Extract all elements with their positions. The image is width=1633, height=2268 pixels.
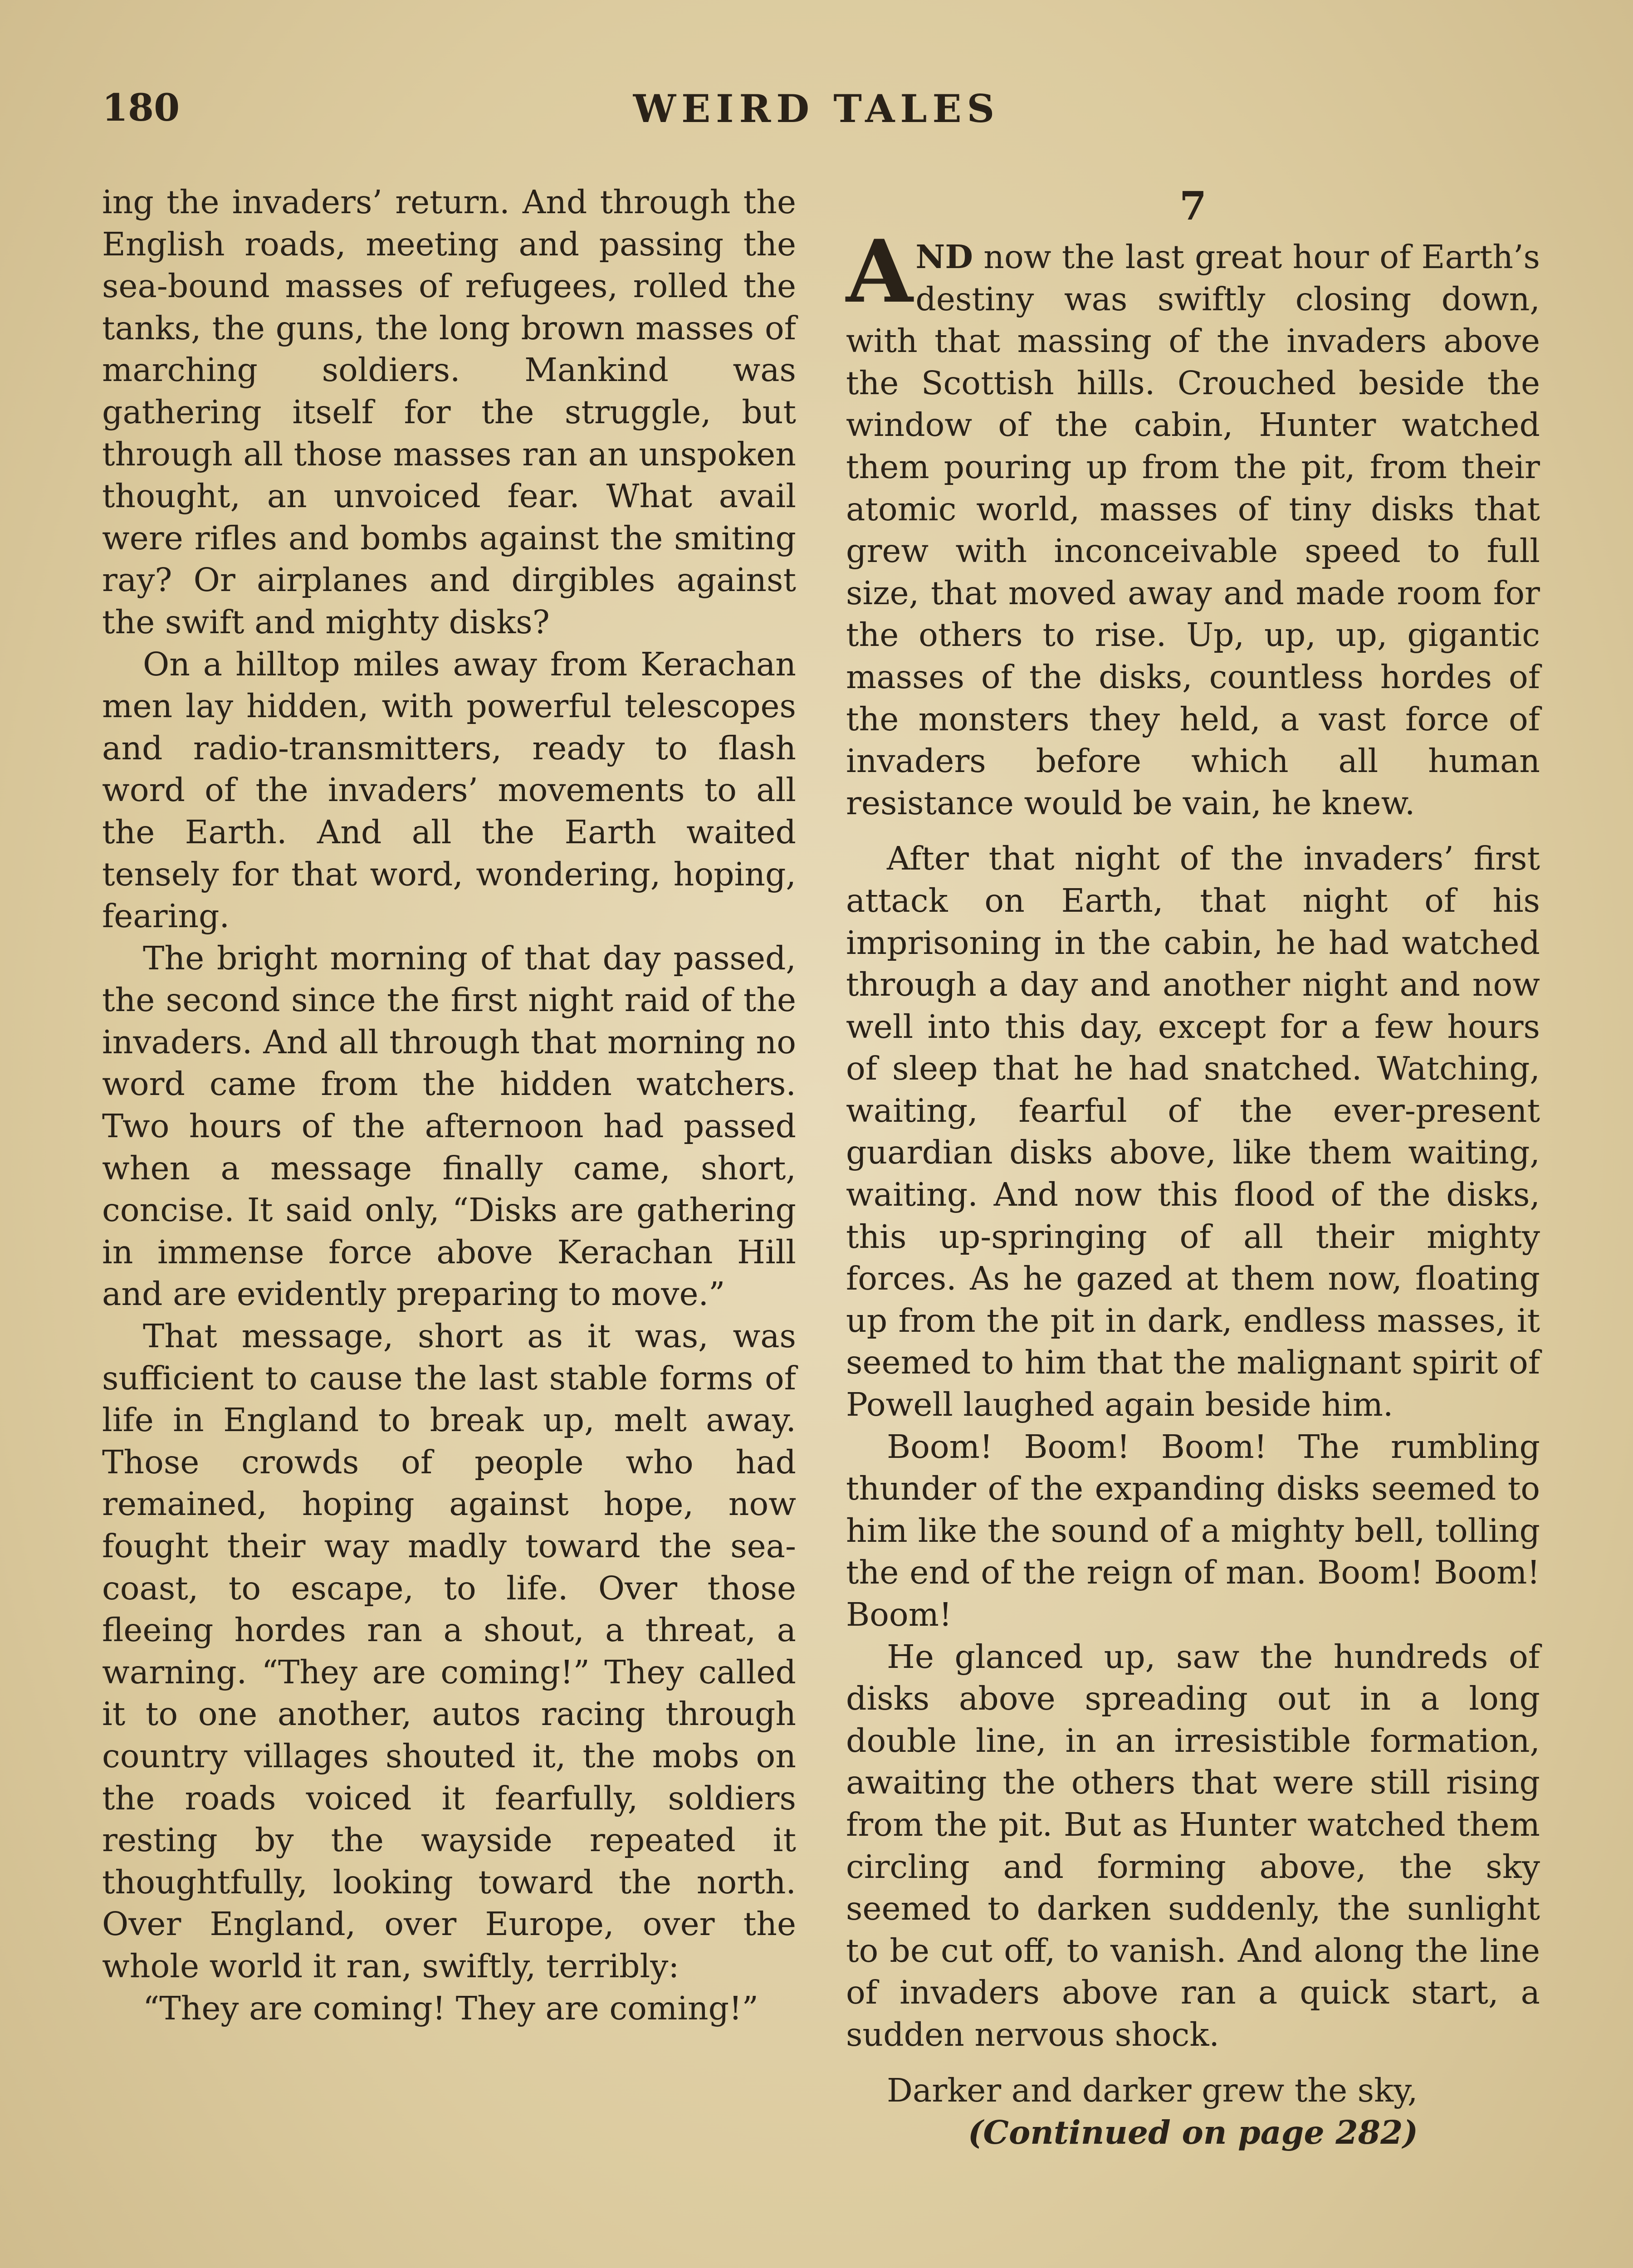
paragraph: “They are coming! They are coming!” — [143, 1989, 758, 2027]
paragraph: He glanced up, saw the hundreds of disks above spreading out in a long double line, in an irresistible formation, awaiting the others that were still rising from the pit. But as Hunter watched them circling and forming above, the sky seemed to darken suddenly, the sunlight to be cut off, to vanish. And along the line of invaders above ran a quick start, a sudden nervous shock. — [846, 1637, 1540, 2053]
continued-note: (Continued on page 282) — [968, 2113, 1418, 2152]
opening-text: now the last great hour of Earth’s destiny was swiftly closing down, with that massing of the invaders above the Scottish hills. Crouched beside the window of the cabin, Hunter watched them pouring up from the pit, from their atomic world, masses of tiny disks that grew with inconceivable speed to full size, that moved away and made room for the others to rise. Up, up, up, gigantic masses of the disks, countless hordes of the monsters they held, a vast force of invaders before which all human resistance would be vain, he knew. — [846, 238, 1540, 822]
right-column — [846, 181, 1540, 2154]
chapter-number: 7 — [1179, 183, 1207, 229]
page-number: 180 — [102, 86, 180, 130]
paragraph: ing the invaders’ return. And through the English roads, meeting and passing the sea-bound masses of refugees, rolled the tanks, the guns, the long brown masses of marching soldiers. Mankind was gathering itself for the struggle, but through all those masses ran an unspoken thought, an unvoiced fear. What avail were rifles and bombs against the smiting ray? Or airplanes and dirgibles against the swift and mighty disks? — [102, 183, 796, 641]
paragraph: That message, short as it was, was sufficient to cause the last stable forms of life in England to break up, melt away. Those crowds of people who had remained, hoping against hope, now fought their way madly toward the sea-coast, to escape, to life. Over those fleeing hordes ran a shout, a threat, a warning. “They are coming!” They called it to one another, autos racing through country villages shouted it, the mobs on the roads voiced it fearfully, soldiers resting by the wayside repeated it thoughtfully, looking toward the north. Over England, over Europe, over the whole world it ran, swiftly, terribly: — [102, 1317, 796, 1985]
paragraph: On a hilltop miles away from Kerachan men lay hidden, with powerful telescopes and radio-transmitters, ready to flash word of the invaders’ movements to all the Earth. And all the Earth waited tensely for that word, wondering, hoping, fearing. — [102, 645, 796, 935]
opening-paragraph — [846, 221, 1540, 824]
paragraph: After that night of the invaders’ first attack on Earth, that night of his imprisoning in the cabin, he had watched through a day and another night and now well into this day, except for a few hours of sleep that he had snatched. Watching, waiting, fearful of the ever-present guardian disks above, like them waiting, waiting. And now this flood of the disks, this up-springing of all their mighty forces. As he gazed at them now, floating up from the pit in dark, endless masses, it seemed to him that the malignant spirit of Powell laughed again beside him. — [846, 840, 1540, 1424]
left-column — [102, 181, 796, 2029]
small-caps-lead: ND — [915, 238, 973, 276]
paragraph: Boom! Boom! Boom! The rumbling thunder of the expanding disks seemed to him like the sound of a mighty bell, tolling the end of the reign of man. Boom! Boom! Boom! — [846, 1427, 1540, 1633]
paragraph: Darker and darker grew the sky, — [887, 2071, 1418, 2109]
drop-cap: A — [846, 221, 913, 322]
page-header — [102, 86, 1531, 136]
magazine-title: WEIRD TALES — [633, 86, 1000, 131]
paragraph: The bright morning of that day passed, the second since the first night raid of the invaders. And all through that morning no word came from the hidden watchers. Two hours of the afternoon had passed when a message finally came, short, concise. It said only, “Disks are gathering in immense force above Kerachan Hill and are evidently preparing to move.” — [102, 939, 796, 1313]
